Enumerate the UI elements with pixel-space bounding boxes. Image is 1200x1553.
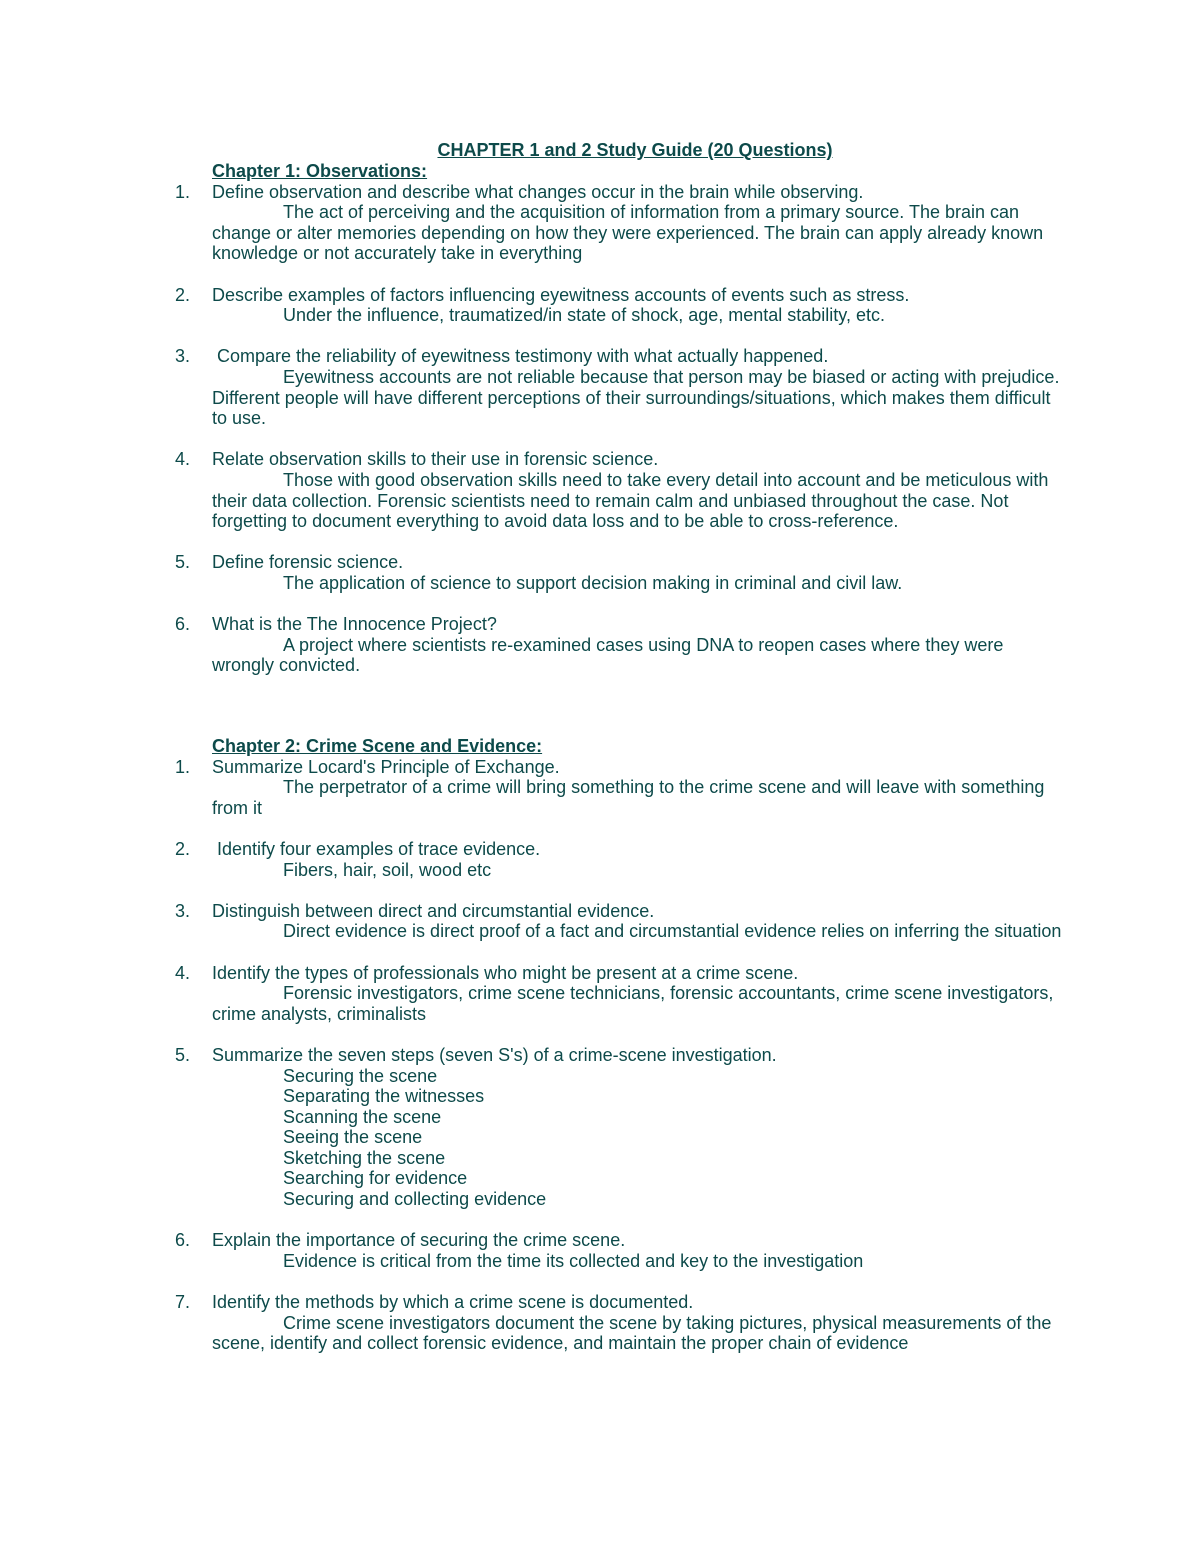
answer-list-item: Separating the witnesses bbox=[283, 1086, 485, 1107]
question-text: Compare the reliability of eyewitness testimony with what actually happened. bbox=[217, 346, 829, 367]
question-number: 2. bbox=[175, 284, 191, 305]
question-item bbox=[175, 182, 1070, 264]
question-text: What is the The Innocence Project? bbox=[212, 614, 497, 635]
answer-text: The perpetrator of a crime will bring something to the crime scene and will leave with something from it bbox=[212, 777, 1045, 818]
question-text: Define observation and describe what changes occur in the brain while observing. bbox=[212, 181, 864, 202]
answer-list-item: Searching for evidence bbox=[283, 1168, 468, 1189]
answer-text: Forensic investigators, crime scene technicians, forensic accountants, crime scene investigators, crime analysts, criminalists bbox=[212, 983, 1054, 1024]
question-item bbox=[175, 963, 1070, 1025]
answer-text: Crime scene investigators document the scene by taking pictures, physical measurements of the scene, identify and collect forensic evidence, and maintain the proper chain of evidence bbox=[212, 1312, 1052, 1354]
chapter-1-heading: Chapter 1: Observations: bbox=[212, 161, 428, 181]
question-number: 4. bbox=[175, 962, 191, 983]
question-number: 5. bbox=[175, 1044, 191, 1065]
question-item bbox=[175, 901, 1070, 942]
question-text: Identify four examples of trace evidence. bbox=[217, 838, 541, 859]
question-item bbox=[175, 285, 1070, 326]
question-number: 6. bbox=[175, 614, 191, 635]
answer-text: Fibers, hair, soil, wood etc bbox=[283, 859, 492, 880]
question-number: 7. bbox=[175, 1292, 191, 1313]
question-item bbox=[175, 1045, 1070, 1210]
question-text: Define forensic science. bbox=[212, 552, 404, 573]
question-number: 6. bbox=[175, 1230, 191, 1251]
question-text: Summarize Locard's Principle of Exchange. bbox=[212, 756, 560, 777]
chapter-1-section bbox=[175, 161, 1070, 696]
document-title: CHAPTER 1 and 2 Study Guide (20 Questions) bbox=[437, 140, 833, 160]
answer-text: Evidence is critical from the time its collected and key to the investigation bbox=[283, 1250, 864, 1271]
question-number: 3. bbox=[175, 346, 191, 367]
question-text: Distinguish between direct and circumstantial evidence. bbox=[212, 900, 655, 921]
question-number: 4. bbox=[175, 449, 191, 470]
answer-text: Those with good observation skills need to take every detail into account and be meticulous with their data collection. Forensic scientists need to remain calm and unbiased throughout the case. Not forgetting to document everything to avoid data loss and to be able to cross-reference. bbox=[212, 469, 1049, 532]
chapter-2-heading: Chapter 2: Crime Scene and Evidence: bbox=[212, 736, 543, 756]
answer-list-item: Securing the scene bbox=[283, 1065, 438, 1086]
question-number: 5. bbox=[175, 552, 191, 573]
question-text: Explain the importance of securing the crime scene. bbox=[212, 1230, 626, 1251]
chapter-2-section bbox=[175, 736, 1070, 1374]
question-text: Summarize the seven steps (seven S's) of a crime-scene investigation. bbox=[212, 1044, 777, 1065]
answer-text: Direct evidence is direct proof of a fact and circumstantial evidence relies on inferring the situation bbox=[283, 921, 1062, 942]
answer-text: A project where scientists re-examined cases using DNA to reopen cases where they were wrongly convicted. bbox=[212, 634, 1004, 676]
answer-list-item: Seeing the scene bbox=[283, 1127, 423, 1148]
answer-list-item: Sketching the scene bbox=[283, 1147, 446, 1168]
question-text: Identify the types of professionals who might be present at a crime scene. bbox=[212, 962, 799, 983]
question-number: 2. bbox=[175, 838, 191, 859]
answer-text: The application of science to support decision making in criminal and civil law. bbox=[283, 572, 903, 593]
answer-text: Eyewitness accounts are not reliable because that person may be biased or acting with prejudice. Different people will have different perceptions of their surroundings/situations, which makes them difficult to use. bbox=[212, 366, 1060, 429]
answer-list-item: Securing and collecting evidence bbox=[283, 1189, 547, 1210]
question-number: 1. bbox=[175, 756, 191, 777]
question-text: Identify the methods by which a crime scene is documented. bbox=[212, 1292, 694, 1313]
answer-text: Under the influence, traumatized/in state of shock, age, mental stability, etc. bbox=[283, 305, 885, 326]
answer-list-item: Scanning the scene bbox=[283, 1106, 442, 1127]
question-number: 3. bbox=[175, 900, 191, 921]
question-item bbox=[175, 614, 1070, 676]
question-item bbox=[175, 1230, 1070, 1271]
question-text: Describe examples of factors influencing eyewitness accounts of events such as stress. bbox=[212, 284, 910, 305]
question-text: Relate observation skills to their use in forensic science. bbox=[212, 449, 659, 470]
question-item bbox=[175, 1292, 1070, 1354]
answer-text: The act of perceiving and the acquisition of information from a primary source. The brain can change or alter memories depending on how they were experienced. The brain can apply already known knowledge or not accurately take in everything bbox=[212, 202, 1044, 264]
question-item bbox=[175, 552, 1070, 593]
question-number: 1. bbox=[175, 181, 191, 202]
question-item bbox=[175, 757, 1070, 819]
question-item bbox=[175, 449, 1070, 531]
question-item bbox=[175, 839, 1070, 880]
question-item bbox=[175, 346, 1070, 428]
